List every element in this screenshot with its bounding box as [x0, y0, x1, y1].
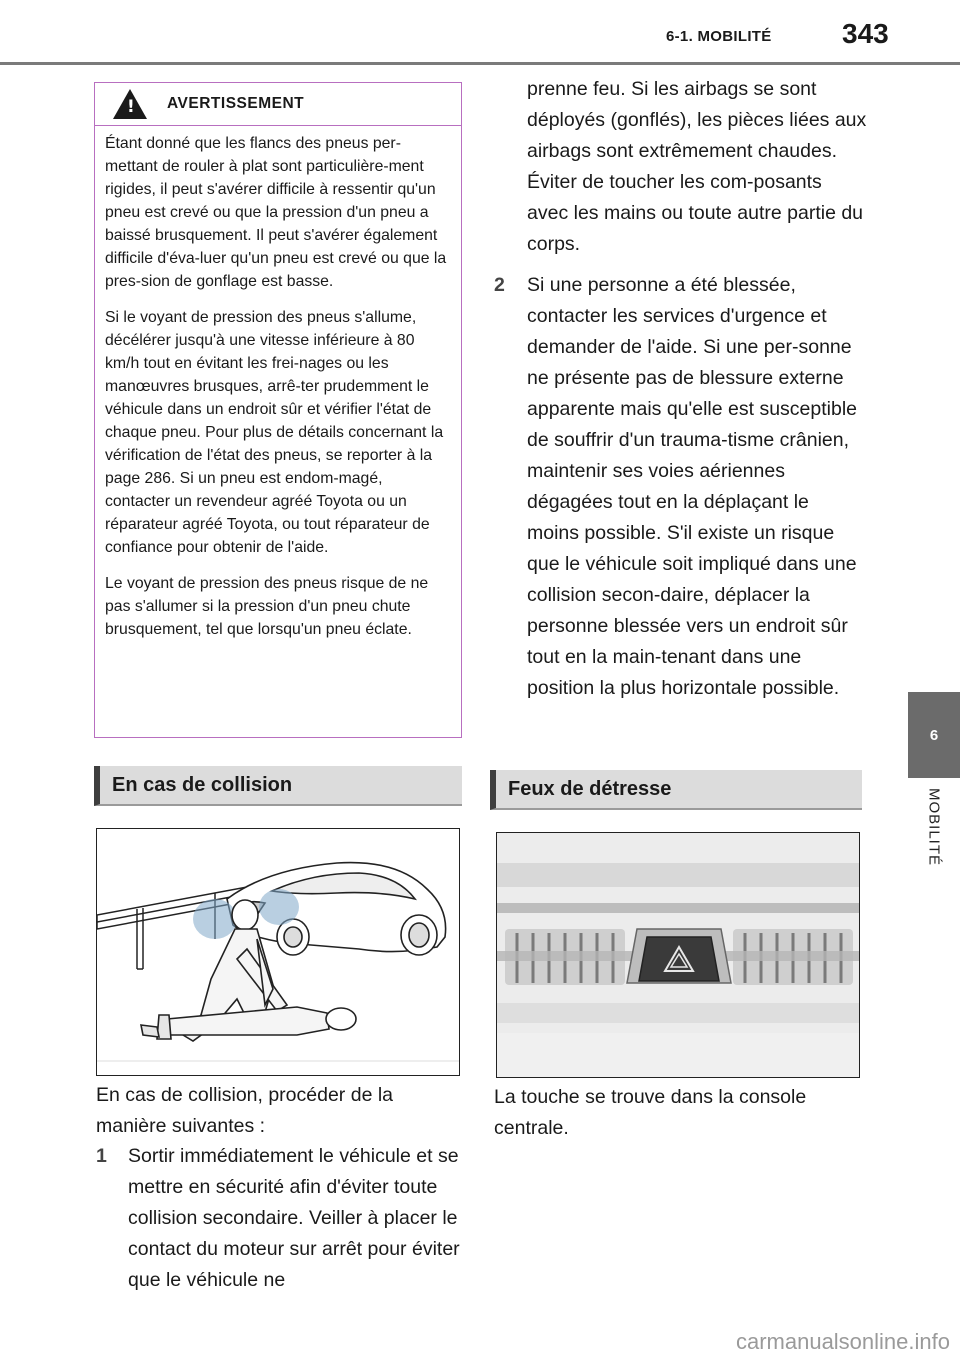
step-number: 1 [96, 1145, 107, 1167]
hazard-heading: Feux de détresse [490, 770, 862, 810]
chapter-number: 6 [929, 726, 939, 744]
hazard-illustration [496, 832, 860, 1078]
chapter-label: MOBILITÉ [925, 788, 943, 867]
step-1 [96, 1141, 466, 1296]
warning-triangle-icon [113, 89, 147, 119]
warning-paragraph: Le voyant de pression des pneus risque de ne pas s'allumer si la pression d'un pneu chute brusquement, tel que lorsqu'un pneu éclate. [105, 575, 429, 638]
warning-title: AVERTISSEMENT [167, 95, 305, 112]
watermark: carmanualsonline.info [735, 1329, 950, 1354]
warning-paragraph: Étant donné que les flancs des pneus per-mettant de rouler à plat sont particulière-ment rigides, il peut s'avérer difficile à ressentir qu'un pneu est crevé ou que la pression d'un pneu a baissé brusquement. Il peut s'avérer également difficile d'éva-luer qu'un pneu est crevé ou que la pres-sion de gonflage est basse. [105, 135, 447, 290]
collision-heading: En cas de collision [94, 766, 462, 806]
step-text: Si une personne a été blessée, contacter les services d'urgence et demander de l'aide. Si une per-sonne ne présente pas de blessure externe apparente mais qu'elle est susceptible de souffrir d'un trauma-tisme crânien, maintenir ses voies aériennes dégagées tout en la déplaçant le moins possible. S'il existe un risque que le véhicule soit impliqué dans une collision secon-daire, déplacer la personne blessée vers un endroit sûr tout en la main-tenant dans une position la plus horizontale possible. [527, 274, 858, 699]
chapter-tab[interactable] [908, 692, 960, 778]
warning-body [95, 126, 461, 641]
step-text: Sortir immédiatement le véhicule et se mettre en sécurité afin d'éviter toute collision secondaire. Veiller à placer le contact du moteur sur arrêt pour éviter que le véhicule ne [128, 1145, 460, 1291]
collision-scene-image [97, 829, 460, 1076]
collision-intro: En cas de collision, procéder de la manière suivantes : [96, 1084, 394, 1137]
collision-illustration [96, 828, 460, 1076]
warning-paragraph: Si le voyant de pression des pneus s'allume, décélérer jusqu'à une vitesse inférieure à 80 km/h tout en évitant les frei-nages ou les manœuvres brusques, arrê-ter prudemment le véhicule dans un endroit sûr et vérifier l'état de chaque pneu. Pour plus de détails concernant la vérification de l'état des pneus, se reporter à la page 286. Si un pneu est endom-magé, contacter un revendeur agréé Toyota ou un réparateur agréé Toyota, ou tout réparateur de confiance pour obtenir de l'aide. [105, 309, 444, 556]
warning-header [95, 83, 461, 126]
header-section-title: 6-1. MOBILITÉ [666, 28, 772, 45]
warning-box [94, 82, 462, 738]
step-2 [494, 270, 866, 704]
hazard-text: La touche se trouve dans la console centrale. [494, 1086, 807, 1139]
step-number: 2 [494, 274, 505, 296]
hazard-switch-image [497, 833, 860, 1078]
page-number: 343 [842, 18, 889, 49]
step-1-continued: prenne feu. Si les airbags se sont déployés (gonflés), les pièces liées aux airbags sont extrêmement chaudes. Éviter de toucher les com-posants avec les mains ou toute autre partie du corps. [527, 78, 867, 255]
header-rule [0, 62, 960, 65]
